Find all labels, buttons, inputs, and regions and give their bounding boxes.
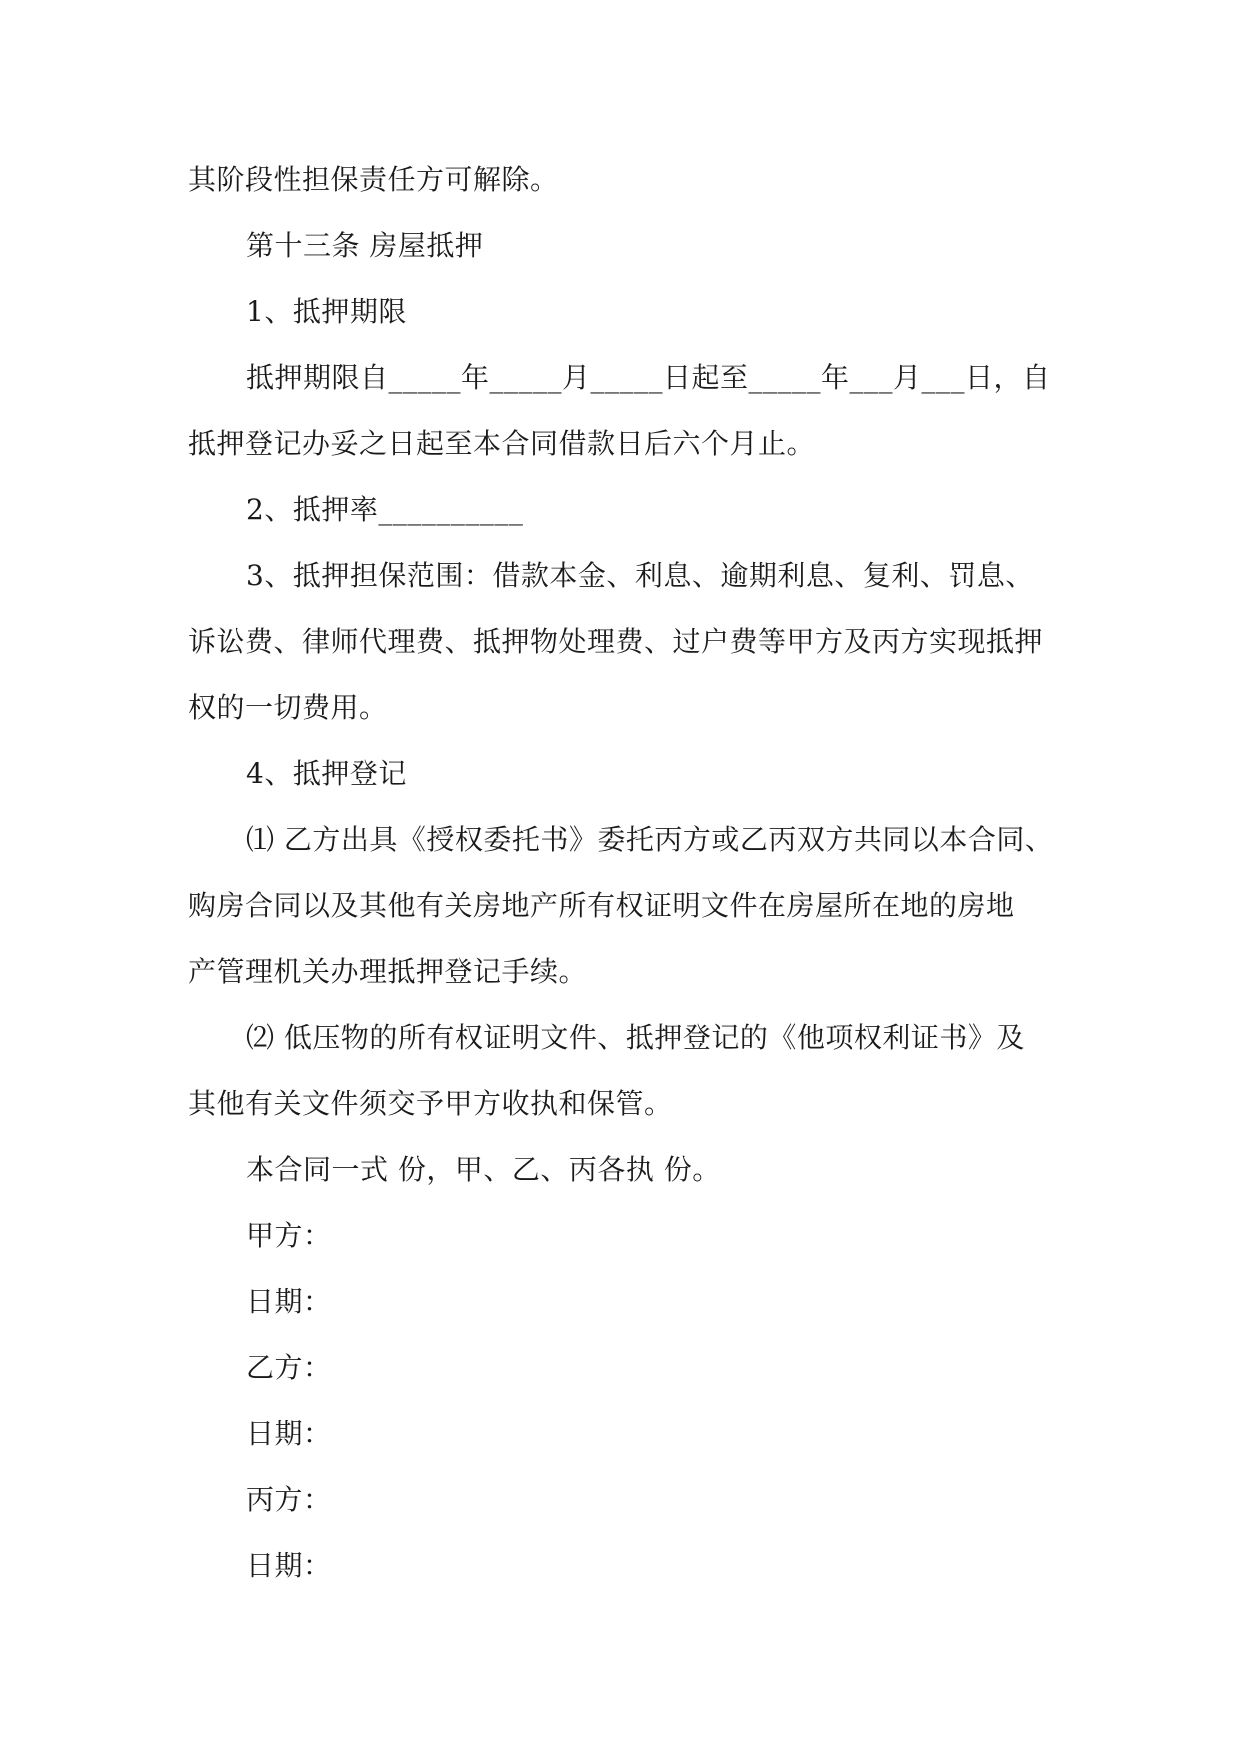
- registration-item-2-line-1: ⑵ 低压物的所有权证明文件、抵押登记的《他项权利证书》及: [246, 1021, 1025, 1054]
- clause-heading-registration: 4、抵押登记: [246, 757, 407, 790]
- party-b-signature: 乙方：: [246, 1351, 332, 1384]
- party-a-date: 日期：: [246, 1285, 332, 1318]
- party-a-signature: 甲方：: [246, 1219, 332, 1252]
- mortgage-term-text-line-1: 抵押期限自_____年_____月_____日起至_____年___月___日，自: [246, 361, 1051, 394]
- registration-item-1-line-3: 产管理机关办理抵押登记手续。: [188, 955, 588, 988]
- article-heading: 第十三条 房屋抵押: [246, 229, 484, 262]
- guarantee-scope-line-3: 权的一切费用。: [188, 691, 388, 724]
- registration-item-1-line-2: 购房合同以及其他有关房地产所有权证明文件在房屋所在地的房地: [188, 889, 1015, 922]
- mortgage-term-text-line-2: 抵押登记办妥之日起至本合同借款日后六个月止。: [188, 427, 816, 460]
- clause-mortgage-rate: 2、抵押率__________: [246, 493, 524, 526]
- registration-item-2-line-2: 其他有关文件须交予甲方收执和保管。: [188, 1087, 673, 1120]
- guarantee-scope-line-1: 3、抵押担保范围：借款本金、利息、逾期利息、复利、罚息、: [246, 559, 1034, 592]
- clause-heading-mortgage-term: 1、抵押期限: [246, 295, 407, 328]
- copies-statement: 本合同一式 份，甲、乙、丙各执 份。: [246, 1153, 721, 1186]
- party-c-signature: 丙方：: [246, 1483, 332, 1516]
- guarantee-scope-line-2: 诉讼费、律师代理费、抵押物处理费、过户费等甲方及丙方实现抵押: [188, 625, 1044, 658]
- party-c-date: 日期：: [246, 1549, 332, 1582]
- paragraph-continuation: 其阶段性担保责任方可解除。: [188, 163, 559, 196]
- party-b-date: 日期：: [246, 1417, 332, 1450]
- registration-item-1-line-1: ⑴ 乙方出具《授权委托书》委托丙方或乙丙双方共同以本合同、: [246, 823, 1054, 856]
